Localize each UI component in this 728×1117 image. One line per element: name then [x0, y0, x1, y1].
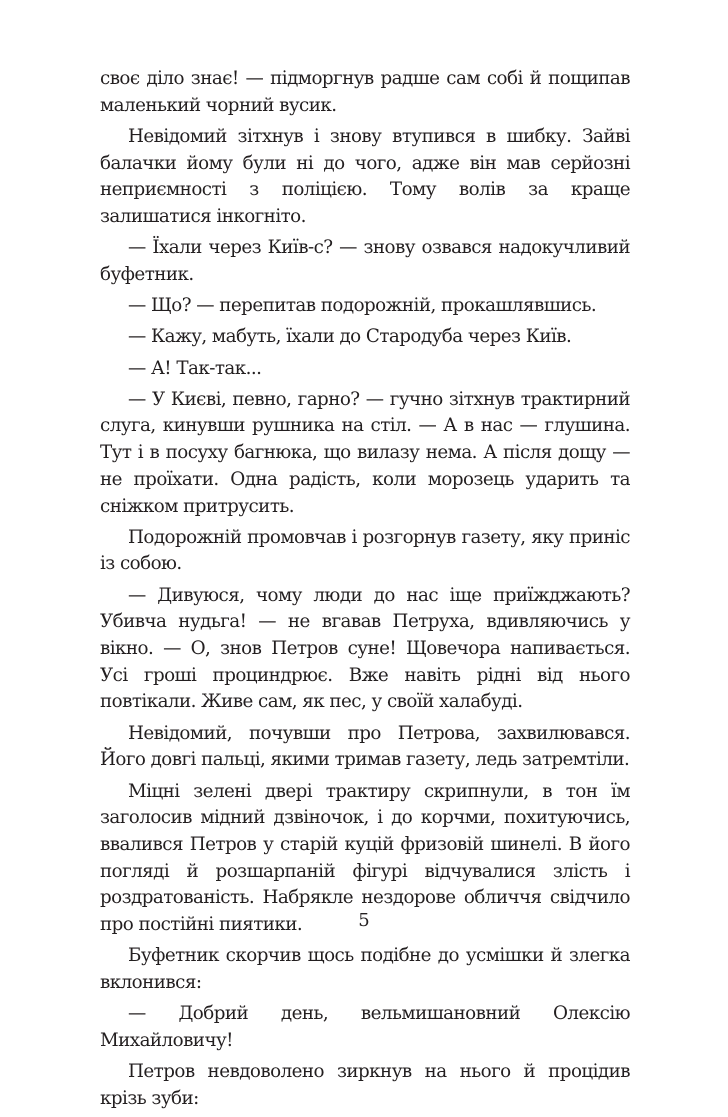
paragraph: — Що? — перепитав подорожній, прокашлявшись.	[128, 295, 597, 317]
paragraph: Міцні зелені двері трактиру скрипнули, в тон їм заголосив мідний дзвіночок, і до корчми, похитуючись, ввалився Петров у старій куцій фризовій шинелі. В його погляді й розшарпаній фігурі відчувалися злість і роздратованість. Набрякле нездорове обличчя свідчило про постійні пиятики.	[100, 780, 630, 936]
paragraph: Буфетник скорчив щось подібне до усмішки й злегка вклонився:	[100, 945, 630, 993]
paragraph: Подорожній промовчав і розгорнув газету, яку приніс із собою.	[100, 526, 630, 575]
paragraph: — Добрий день, вельмишановний Олексію Михайловичу!	[100, 1003, 630, 1051]
paragraph: Невідомий, почувши про Петрова, захвилювався. Його довгі пальці, якими тримав газету, ледь затремтіли.	[100, 722, 630, 771]
paragraph: Невідомий зітхнув і знову втупився в шибку. Зайві балачки йому були ні до чого, адже він мав серйозні неприємності з поліцією. Тому волів за краще залишатися інкогніто.	[100, 125, 630, 228]
paragraph: — Їхали через Київ-с? — знову озвався надокучливий буфетник.	[100, 237, 630, 285]
paragraph: — У Києві, певно, гарно? — гучно зітхнув трактирний слуга, кинувши рушника на стіл. — А в нас — глушина. Тут і в посуху багнюка, що вилазу нема. А після дощу — не проїхати. Одна радість, коли морозець ударить та сніжком притрусить.	[100, 388, 630, 517]
paragraph: Петров невдоволено зиркнув на нього й процідив крізь зуби:	[100, 1061, 630, 1109]
paragraph: своє діло знає! — підморгнув радше сам собі й пощипав маленький чорний вусик.	[100, 68, 630, 116]
paragraph: — Кажу, мабуть, їхали до Стародуба через Київ.	[128, 326, 572, 348]
book-page-text	[100, 66, 630, 1117]
paragraph: — Дивуюся, чому люди до нас іще приїжджають? Убивча нудьга! — не вгавав Петруха, вдивляючись у вікно. — О, знов Петров суне! Щовечора напивається. Усі гроші проциндрює. Вже навіть рідні від нього повтікали. Живе сам, як пес, у своїй халабуді.	[100, 584, 630, 713]
page-number: 5	[358, 910, 370, 931]
paragraph: — А! Так-так...	[128, 357, 262, 379]
